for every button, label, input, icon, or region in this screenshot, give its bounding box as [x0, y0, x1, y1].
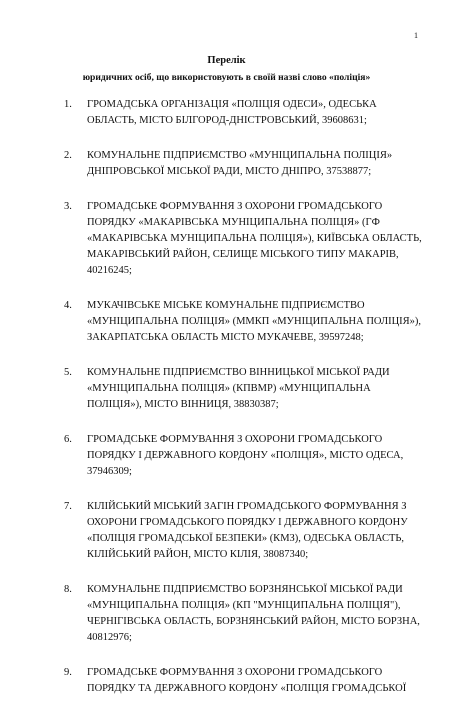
list-item-text: ГРОМАДСЬКА ОРГАНІЗАЦІЯ «ПОЛІЦІЯ ОДЕСИ», ОДЕСЬКА ОБЛАСТЬ, МІСТО БІЛГОРОД-ДНІСТРОВСЬКИЙ, 39608631;: [87, 99, 377, 126]
list-item: [0, 582, 453, 646]
document-subtitle: юридичних осіб, що використовують в своїй назві слово «поліція»: [82, 72, 371, 83]
list-item: [0, 665, 453, 697]
list-item-number: 2.: [64, 150, 72, 161]
list-item-number: 1.: [64, 99, 72, 110]
list-item-text: ГРОМАДСЬКЕ ФОРМУВАННЯ З ОХОРОНИ ГРОМАДСЬКОГО ПОРЯДКУ «МАКАРІВСЬКА МУНІЦИПАЛЬНА ПОЛІЦІЯ» (ГФ «МАКАРІВСЬКА МУНІЦИПАЛЬНА ПОЛІЦІЯ»), КИЇВСЬКА ОБЛАСТЬ, МАКАРІВСЬКИЙ РАЙОН, СЕЛИЩЕ МІСЬКОГО ТИПУ МАКАРІВ, 40216245;: [87, 201, 422, 276]
list-item: [0, 432, 453, 480]
list-item-text: МУКАЧІВСЬКЕ МІСЬКЕ КОМУНАЛЬНЕ ПІДПРИЄМСТВО «МУНІЦИПАЛЬНА ПОЛІЦІЯ» (ММКП «МУНІЦИПАЛЬНА ПОЛІЦІЯ»), ЗАКАРПАТСЬКА ОБЛАСТЬ МІСТО МУКАЧЕВЕ, 39597248;: [87, 300, 422, 343]
list-item-number: 4.: [64, 300, 72, 311]
list-item-text: КОМУНАЛЬНЕ ПІДПРИЄМСТВО БОРЗНЯНСЬКОЇ МІСЬКОЇ РАДИ «МУНІЦИПАЛЬНА ПОЛІЦІЯ» (КП "МУНІЦИПАЛЬНА ПОЛІЦІЯ"), ЧЕРНІГІВСЬКА ОБЛАСТЬ, БОРЗНЯНСЬКИЙ РАЙОН, МІСТО БОРЗНА, 40812976;: [87, 584, 420, 643]
list-item-number: 9.: [64, 667, 72, 678]
list-item-text: КІЛІЙСЬКИЙ МІСЬКИЙ ЗАГІН ГРОМАДСЬКОГО ФОРМУВАННЯ З ОХОРОНИ ГРОМАДСЬКОГО ПОРЯДКУ І ДЕРЖАВНОГО КОРДОНУ «ПОЛІЦІЯ ГРОМАДСЬКОЇ БЕЗПЕКИ» (КМЗ), ОДЕСЬКА ОБЛАСТЬ, КІЛІЙСЬКИЙ РАЙОН, МІСТО КІЛІЯ, 38087340;: [87, 501, 408, 560]
list-item-number: 5.: [64, 367, 72, 378]
document-title: Перелік: [207, 55, 246, 66]
page-number: 1: [414, 31, 418, 40]
list-item: [0, 148, 453, 180]
list-item-number: 3.: [64, 201, 72, 212]
list-item: [0, 365, 453, 413]
list-item-text: ГРОМАДСЬКЕ ФОРМУВАННЯ З ОХОРОНИ ГРОМАДСЬКОГО ПОРЯДКУ ТА ДЕРЖАВНОГО КОРДОНУ «ПОЛІЦІЯ ГРОМАДСЬКОЇ: [87, 667, 407, 694]
list-item: [0, 298, 453, 346]
list-item-number: 7.: [64, 501, 72, 512]
list-item: [0, 199, 453, 279]
entity-list: [0, 97, 453, 716]
list-item-text: КОМУНАЛЬНЕ ПІДПРИЄМСТВО ВІННИЦЬКОЇ МІСЬКОЇ РАДИ «МУНІЦИПАЛЬНА ПОЛІЦІЯ» (КПВМР) «МУНІЦИПАЛЬНА ПОЛІЦІЯ»), МІСТО ВІННИЦЯ, 38830387;: [87, 367, 390, 410]
list-item-number: 6.: [64, 434, 72, 445]
list-item: [0, 499, 453, 563]
list-item: [0, 97, 453, 129]
list-item-number: 8.: [64, 584, 72, 595]
list-item-text: КОМУНАЛЬНЕ ПІДПРИЄМСТВО «МУНІЦИПАЛЬНА ПОЛІЦІЯ» ДНІПРОВСЬКОЇ МІСЬКОЇ РАДИ, МІСТО ДНІПРО, 37538877;: [87, 150, 393, 177]
list-item-text: ГРОМАДСЬКЕ ФОРМУВАННЯ З ОХОРОНИ ГРОМАДСЬКОГО ПОРЯДКУ І ДЕРЖАВНОГО КОРДОНУ «ПОЛІЦІЯ», МІСТО ОДЕСА, 37946309;: [87, 434, 404, 477]
